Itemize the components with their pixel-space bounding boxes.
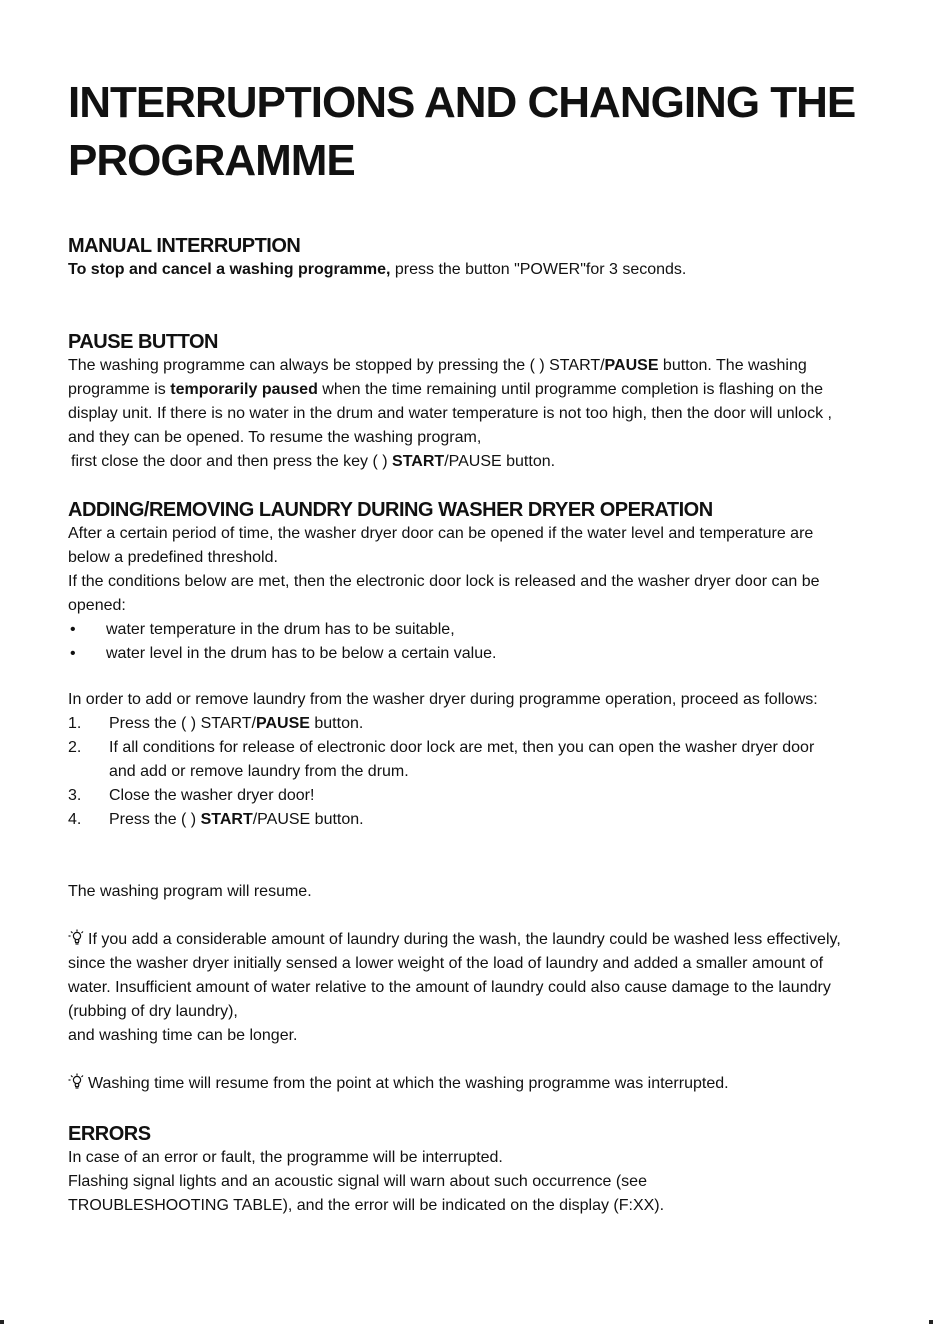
section-heading: ERRORS (68, 1123, 151, 1145)
pause-bold: START (392, 453, 445, 470)
tip-resume (68, 1072, 858, 1096)
pause-text: /PAUSE button. (444, 453, 556, 470)
tip-laundry (68, 928, 853, 1048)
step-number: 3. (68, 787, 82, 804)
tip-paragraph (68, 928, 853, 1024)
step-text: Close the washer dryer door! (109, 787, 315, 804)
section-pause-button (68, 330, 853, 474)
tip-text: If you add a considerable amount of laundry during the wash, the laundry could be washed less effectively, since the washer dryer initially sensed a lower weight of the load of laundry and added a smaller amount of water. Insufficient amount of water relative to the amount of laundry could also cause damage to the laundry (rubbing of dry laundry), (68, 931, 841, 1020)
step-number: 4. (68, 811, 82, 828)
scan-mark (0, 1320, 4, 1324)
manual-rest: press the button "POWER"for 3 seconds. (390, 261, 687, 278)
tip-paragraph-end: and washing time can be longer. (68, 1027, 298, 1044)
step-text: Press the ( ) START/PAUSE button. (109, 715, 364, 732)
list-item (68, 712, 828, 736)
bullet-text: water level in the drum has to be below a certain value. (106, 645, 497, 662)
step-number: 2. (68, 739, 82, 756)
lightbulb-icon (68, 929, 88, 945)
resume-text: The washing program will resume. (68, 883, 312, 900)
page-title: INTERRUPTIONS AND CHANGING THE PROGRAMME (68, 78, 856, 185)
adding-paragraph: If the conditions below are met, then the electronic door lock is released and the washer dryer door can be opened: (68, 573, 820, 614)
list-item (68, 642, 828, 666)
section-adding-removing (68, 498, 828, 666)
bullet-text: water temperature in the drum has to be suitable, (106, 621, 455, 638)
pause-bold: temporarily paused (170, 381, 318, 398)
section-manual-interruption (68, 234, 858, 282)
step-text: Press the ( ) START/PAUSE button. (109, 811, 364, 828)
pause-paragraph-2 (68, 450, 853, 474)
scan-mark (929, 1320, 933, 1324)
pause-text: first close the door and then press the key ( ) (71, 453, 393, 470)
pause-paragraph (68, 354, 853, 450)
errors-line: Flashing signal lights and an acoustic signal will warn about such occurrence (see TROUBLESHOOTING TABLE), and the error will be indicated on the display (F:XX). (68, 1173, 665, 1214)
pause-text: when the time remaining until programme completion is flashing on the display unit. If there is no water in the drum and water temperature is not too high, then the door will unlock , and they can be opened. To resume the washing program, (68, 381, 832, 446)
tip-text: Washing time will resume from the point at which the washing programme was interrupted. (88, 1075, 729, 1092)
bullet-mark: • (70, 621, 76, 638)
pause-text: The washing programme can always be stopped by pressing the ( ) START/ (68, 357, 605, 374)
procedure-intro: In order to add or remove laundry from the washer dryer during programme operation, proceed as follows: (68, 691, 818, 708)
lightbulb-icon (68, 1073, 88, 1089)
section-procedure (68, 688, 828, 832)
pause-text: button. The washing programme is (68, 357, 807, 398)
errors-line: In case of an error or fault, the programme will be interrupted. (68, 1149, 503, 1166)
list-item (68, 618, 828, 642)
bullet-mark: • (70, 645, 76, 662)
step-text: If all conditions for release of electronic door lock are met, then you can open the washer dryer door and add or remove laundry from the drum. (109, 739, 815, 780)
manual-bold: To stop and cancel a washing programme, (68, 261, 391, 278)
list-item (68, 736, 828, 784)
section-errors (68, 1122, 748, 1218)
pause-bold: PAUSE (604, 357, 659, 374)
manual-text (68, 258, 858, 282)
section-heading: ADDING/REMOVING LAUNDRY DURING WASHER DRYER OPERATION (68, 499, 713, 521)
list-item (68, 808, 828, 832)
section-heading: MANUAL INTERRUPTION (68, 235, 301, 257)
section-heading: PAUSE BUTTON (68, 331, 218, 353)
step-number: 1. (68, 715, 82, 732)
adding-paragraph: After a certain period of time, the washer dryer door can be opened if the water level and temperature are below a predefined threshold. (68, 525, 814, 566)
list-item (68, 784, 828, 808)
